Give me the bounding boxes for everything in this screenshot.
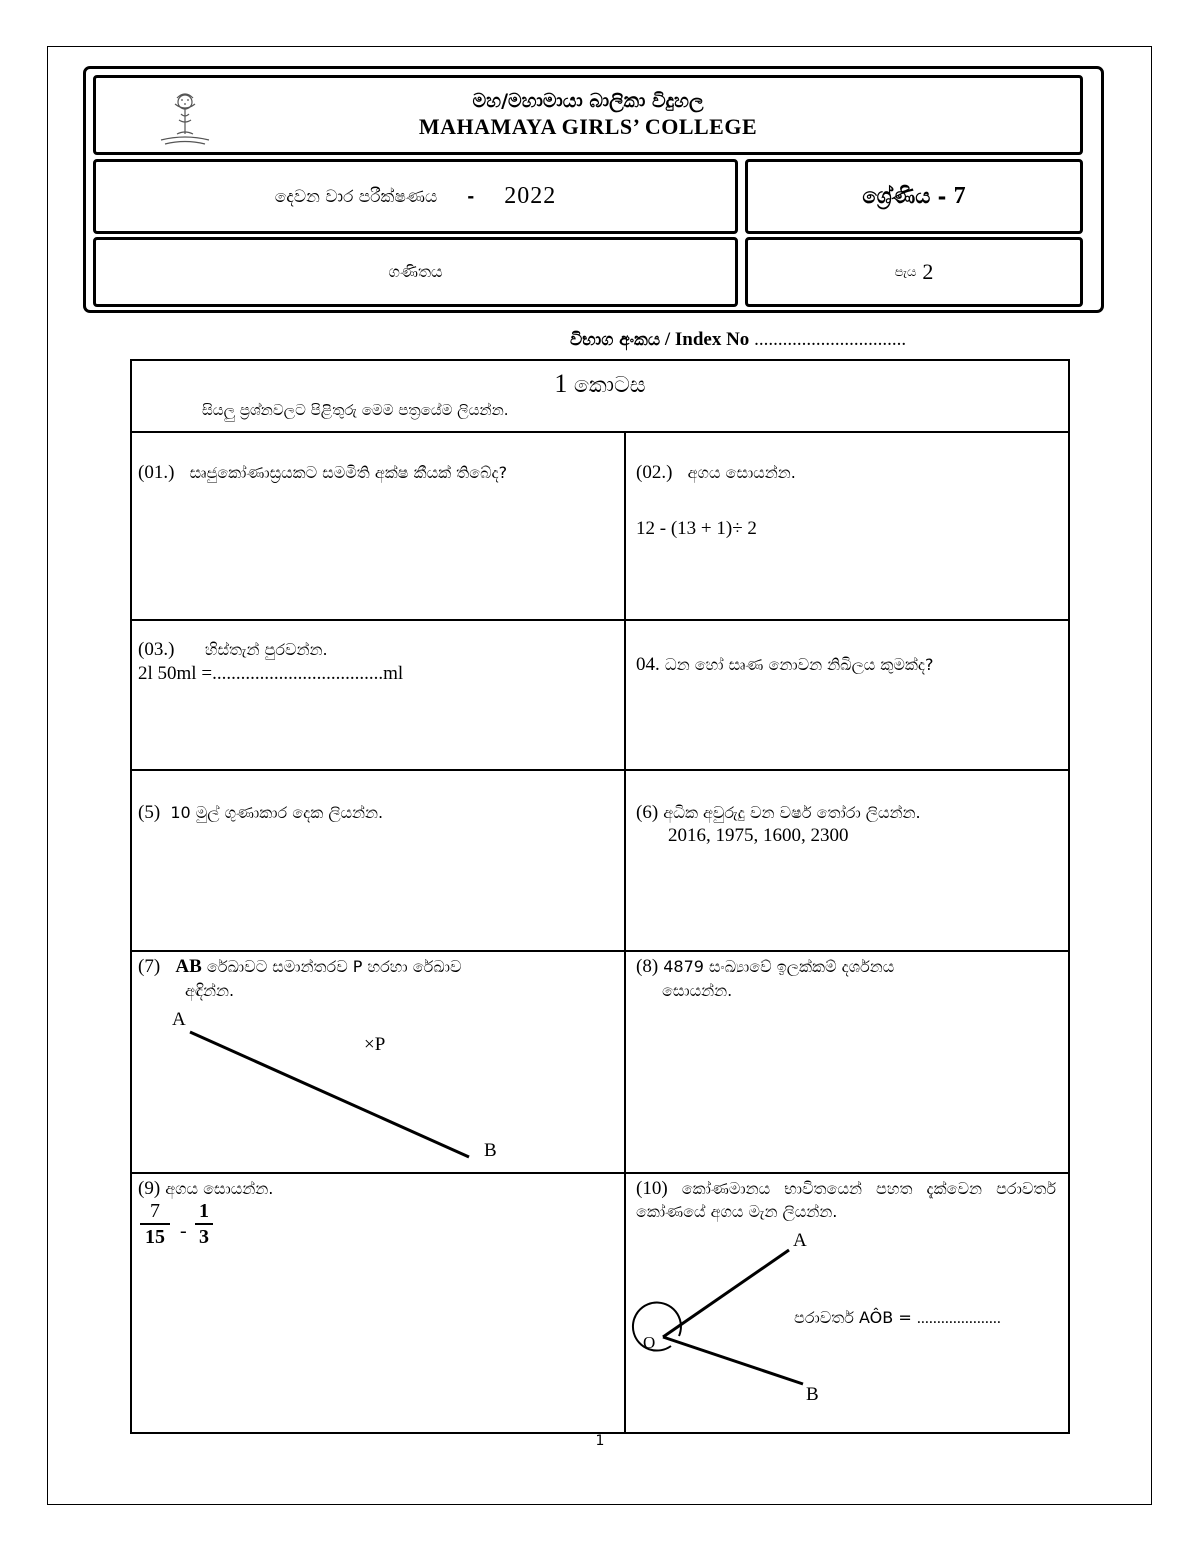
question-6-number: (6): [636, 802, 659, 823]
grade-label: ශ්‍රේණිය: [862, 184, 931, 208]
question-2-expression-text: 12 - (13 + 1)÷ 2: [636, 518, 757, 539]
question-10-point-o: O: [643, 1333, 656, 1352]
question-3-number: (03.): [138, 639, 175, 660]
question-3-expression-left: 2l 50ml =: [138, 663, 213, 684]
question-3-unit: ml: [383, 663, 404, 684]
exam-dash: -: [467, 186, 475, 207]
index-label-sinhala: විභාග අංකය: [570, 330, 661, 350]
question-10-point-a: A: [793, 1230, 807, 1251]
grade-value: 7: [953, 183, 966, 209]
question-4-text: ධන හෝ සෘණ නොවන නිඛිලය කුමක්ද?: [664, 655, 934, 674]
question-9-number: (9): [138, 1178, 161, 1199]
index-number-field[interactable]: ................................: [754, 329, 907, 350]
question-2-number: (02.): [636, 462, 673, 483]
part-instruction: සියලු ප්‍රශ්නවලට පිළිතුරු මෙම පත්‍රයේම ලියන්න.: [202, 401, 509, 419]
fraction-2-numerator: 1: [199, 1200, 209, 1222]
question-8-number: (8): [636, 956, 659, 977]
question-10-number: (10): [636, 1178, 668, 1199]
ray-ob: [663, 1337, 803, 1384]
question-1-number: (01.): [138, 462, 175, 483]
question-7-point-b: B: [484, 1140, 497, 1161]
question-10-answer-field[interactable]: .....................: [916, 1310, 1001, 1327]
index-separator: /: [664, 329, 671, 350]
fraction-2-denominator: 3: [199, 1226, 209, 1248]
school-name-sinhala: මහ/මහාමායා බාලිකා විදුහල: [472, 90, 704, 112]
question-8-text: 4879 සංඛ්‍යාවේ ඉලක්කම් දර්ශනය: [663, 957, 895, 976]
question-6-text: අධික අවුරුදු වන වර්ෂ තෝරා ලියන්න.: [663, 803, 921, 822]
question-8-text-line2: සොයන්න.: [662, 981, 733, 1000]
index-label-english: Index No: [674, 329, 750, 350]
part-number: 1: [554, 369, 568, 398]
question-4-number: 04.: [636, 654, 660, 675]
fraction-1-numerator: 7: [150, 1200, 160, 1222]
fraction-1-denominator: 15: [145, 1226, 165, 1248]
grade-separator: -: [937, 184, 947, 209]
question-5-text: 10 මුල් ගුණාකාර දෙක ලියන්න.: [170, 803, 384, 822]
page-number: 1: [595, 1433, 605, 1449]
hours-label: පැය: [894, 264, 917, 280]
question-7-point-a: A: [172, 1009, 186, 1030]
question-2-text: අගය සොයන්න.: [687, 463, 796, 482]
question-10-answer-label: පරාවර්ත AÔB =: [794, 1308, 912, 1327]
question-7-text: රේඛාවට සමාන්තරව P හරහා රේඛාව: [206, 957, 462, 976]
question-3-text: හිස්තැන් පුරවන්න.: [204, 640, 328, 659]
question-5-number: (5): [138, 802, 161, 823]
school-name-english: MAHAMAYA GIRLS’ COLLEGE: [418, 114, 758, 139]
hours-value: 2: [922, 259, 934, 284]
question-7-text-line2: අඳින්න.: [185, 981, 235, 1000]
part-name: කොටස: [573, 373, 646, 398]
exam-name: දෙවන වාර පරීක්ෂණය: [274, 186, 438, 207]
question-7-number: (7): [138, 956, 161, 977]
question-9-minus: -: [180, 1220, 187, 1242]
question-7-point-p: ×P: [364, 1034, 386, 1055]
question-6-values-text: 2016, 1975, 1600, 2300: [668, 825, 849, 846]
exam-year: 2022: [504, 183, 557, 209]
question-1-text: සෘජුකෝණාස්‍රයකට සමමිති අක්ෂ කීයක් තිබේද?: [189, 463, 508, 482]
question-10-text: කෝණමානය භාවිතයෙන් පහත දැක්වෙන පරාවර්ත කෝණයේ අගය මැන ලියන්න.: [636, 1179, 1056, 1221]
question-10-answer: [794, 1306, 1001, 1330]
question-3-answer-field[interactable]: ....................................: [212, 663, 384, 684]
reflex-angle-arc: [633, 1303, 681, 1351]
question-9-text: අගය සොයන්න.: [165, 1179, 274, 1198]
subject-name: ගණිතය: [388, 262, 443, 281]
question-7-line-name: AB: [175, 956, 202, 977]
question-10-point-b: B: [806, 1384, 819, 1405]
